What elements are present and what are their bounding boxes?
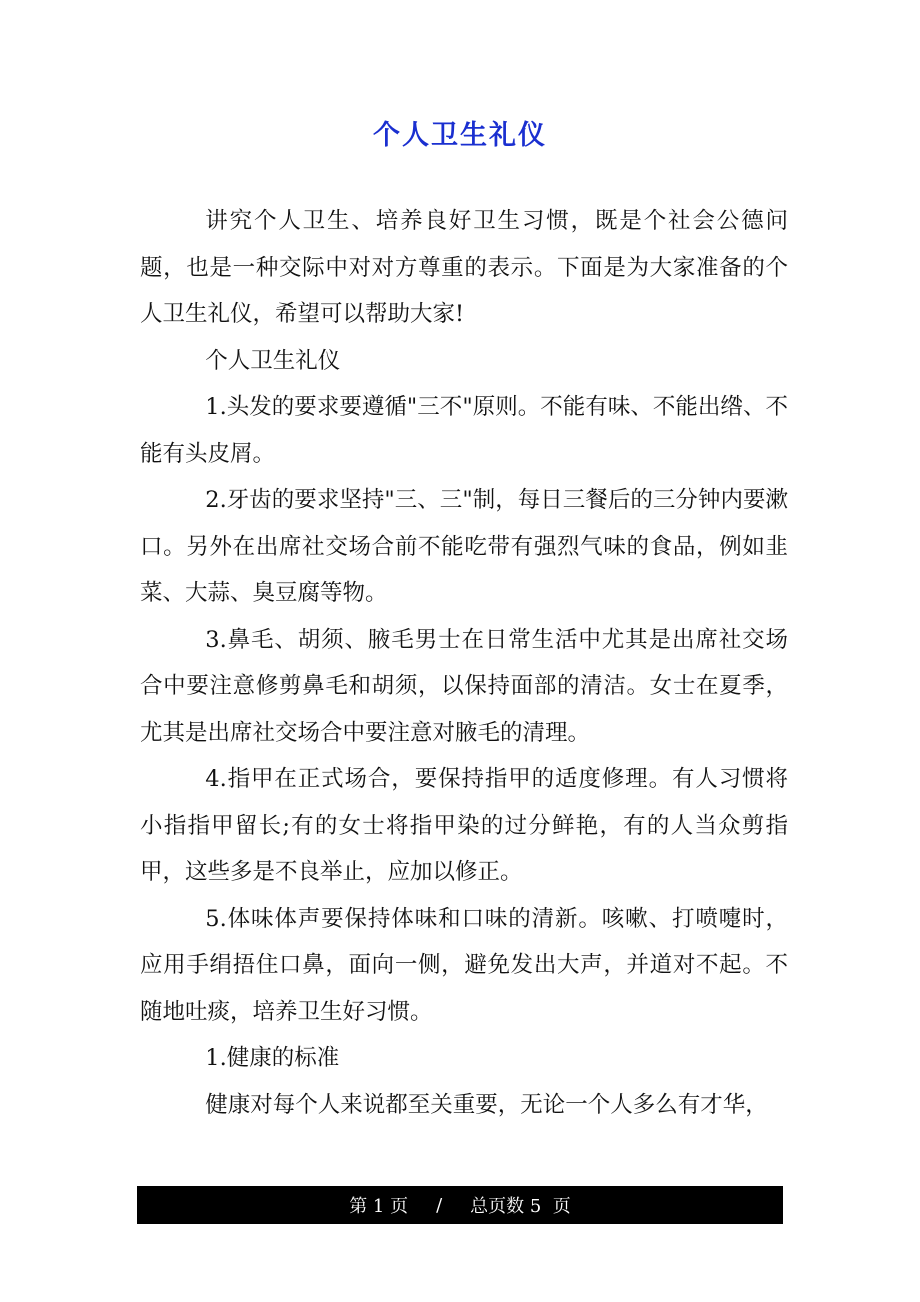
document-body — [140, 198, 788, 1128]
document-title: 个人卫生礼仪 — [373, 120, 547, 151]
paragraph-section-heading: 个人卫生礼仪 — [205, 347, 341, 374]
page-number-label: 第 1 页 — [349, 1196, 409, 1217]
paragraph-hair-removal: 3.鼻毛、胡须、腋毛男士在日常生活中尤其是出席社交场合中要注意修剪鼻毛和胡须，以保持面部的清洁。女士在夏季，尤其是出席社交场合中要注意对腋毛的清理。 — [140, 626, 788, 746]
paragraph-body-odor: 5.体味体声要保持体味和口味的清新。咳嗽、打喷嚏时，应用手绢捂住口鼻，面向一侧，避免发出大声，并道对不起。不随地吐痰，培养卫生好习惯。 — [140, 905, 788, 1025]
paragraph-intro: 讲究个人卫生、培养良好卫生习惯，既是个社会公德问题，也是一种交际中对对方尊重的表示。下面是为大家准备的个人卫生礼仪，希望可以帮助大家! — [140, 208, 788, 327]
paragraph-hair: 1.头发的要求要遵循"三不"原则。不能有味、不能出绺、不能有头皮屑。 — [140, 394, 788, 467]
page-separator: / — [436, 1194, 443, 1216]
paragraph-health-heading: 1.健康的标准 — [205, 1045, 340, 1071]
paragraph-health: 健康对每个人来说都至关重要，无论一个人多么有才华， — [205, 1091, 768, 1118]
paragraph-nails: 4.指甲在正式场合，要保持指甲的适度修理。有人习惯将小指指甲留长;有的女士将指甲染的过分鲜艳，有的人当众剪指甲，这些多是不良举止，应加以修正。 — [140, 766, 788, 885]
page-footer — [137, 1186, 783, 1224]
total-pages-label: 总页数 5 页 — [470, 1196, 571, 1217]
paragraph-teeth: 2.牙齿的要求坚持"三、三"制，每日三餐后的三分钟内要漱口。另外在出席社交场合前不能吃带有强烈气味的食品，例如韭菜、大蒜、臭豆腐等物。 — [140, 487, 788, 606]
